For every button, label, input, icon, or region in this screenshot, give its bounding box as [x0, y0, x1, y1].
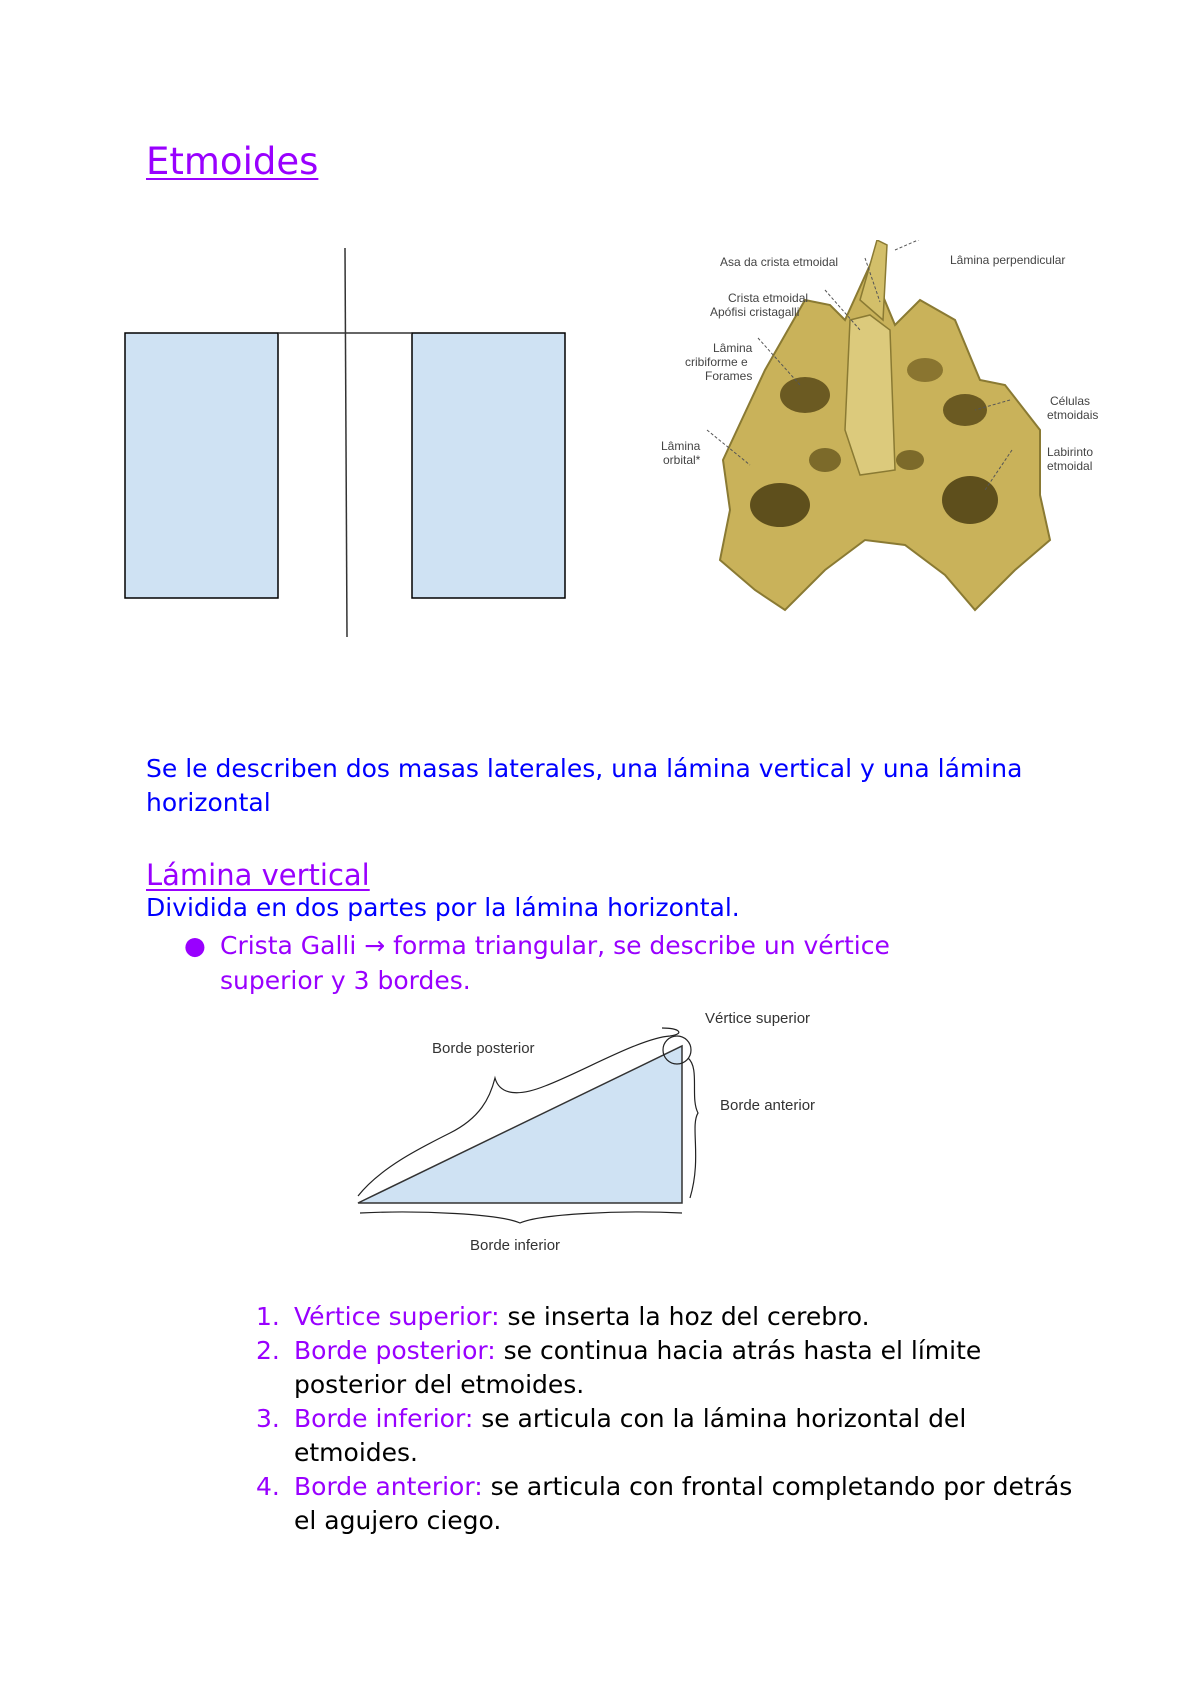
- list-text: se continua hacia atrás hasta el límite posterior del etmoides.: [294, 1336, 982, 1399]
- list-item: [256, 1402, 1076, 1470]
- right-lateral-mass: [412, 333, 565, 598]
- vertical-lamina-line: [345, 248, 347, 637]
- ethmoid-cell-3: [943, 394, 987, 426]
- label-cribiforme-3: Forames: [705, 369, 753, 383]
- label-labirinto-1: Labirinto: [1047, 445, 1094, 459]
- label-celulas-1: Células: [1050, 394, 1091, 408]
- arrow-icon: →: [364, 931, 386, 960]
- perpendicular-plate: [845, 315, 895, 475]
- intro-paragraph: Se le describen dos masas laterales, una lámina vertical y una lámina horizontal: [146, 754, 1023, 817]
- list-number: 2.: [256, 1336, 280, 1365]
- ethmoid-cell-6: [809, 448, 841, 472]
- list-item: [256, 1334, 1076, 1402]
- left-lateral-mass: [125, 333, 278, 598]
- label-celulas-2: etmoidais: [1047, 408, 1099, 422]
- label-asa-crista: Asa da crista etmoidal: [720, 255, 839, 269]
- label-borde-inferior: Borde inferior: [470, 1237, 561, 1254]
- list-text: se articula con la lámina horizontal del etmoides.: [294, 1404, 967, 1467]
- inferior-edge-brace: [360, 1212, 682, 1223]
- label-orbital-1: Lâmina: [661, 439, 701, 453]
- label-borde-anterior: Borde anterior: [720, 1097, 816, 1114]
- anterior-edge-brace: [688, 1058, 698, 1198]
- list-number: 4.: [256, 1472, 280, 1501]
- label-vertice-superior: Vértice superior: [705, 1010, 811, 1027]
- section-heading: Lámina vertical: [146, 858, 370, 892]
- label-orbital-2: orbital*: [663, 453, 701, 467]
- list-number: 3.: [256, 1404, 280, 1433]
- ethmoid-cell-5: [907, 358, 943, 382]
- label-cribiforme-1: Lâmina: [713, 341, 753, 355]
- ethmoid-bone-illustration: [655, 240, 1125, 630]
- list-term: Borde anterior:: [294, 1472, 483, 1501]
- ethmoid-cell-2: [750, 483, 810, 527]
- label-lamina-perpendicular: Lâmina perpendicular: [950, 253, 1066, 267]
- bullet-marker: ●: [184, 931, 206, 960]
- label-cribiforme-2: cribiforme e: [685, 355, 748, 369]
- list-term: Borde posterior:: [294, 1336, 496, 1365]
- crista-galli-triangle: [358, 1046, 682, 1203]
- bullet-text: forma triangular, se describe un vértice superior y 3 bordes.: [220, 931, 890, 995]
- label-borde-posterior: Borde posterior: [432, 1040, 535, 1057]
- etmoides-schematic-diagram: [120, 245, 570, 640]
- label-labirinto-2: etmoidal: [1047, 459, 1093, 473]
- ethmoid-cell-7: [896, 450, 924, 470]
- section-subtitle: Dividida en dos partes por la lámina horizontal.: [146, 893, 740, 922]
- list-item: [256, 1300, 1076, 1334]
- list-number: 1.: [256, 1302, 280, 1331]
- page-title: Etmoides: [146, 140, 319, 183]
- list-text: se articula con frontal completando por detrás el agujero ciego.: [294, 1472, 1073, 1535]
- ethmoid-cell-1: [780, 377, 830, 413]
- crista-galli-triangle-diagram: [340, 998, 860, 1273]
- list-item: [256, 1470, 1076, 1538]
- bullet-term: Crista Galli: [220, 931, 357, 960]
- borders-list: [256, 1300, 1076, 1538]
- list-term: Borde inferior:: [294, 1404, 474, 1433]
- list-text: se inserta la hoz del cerebro.: [507, 1302, 870, 1331]
- label-crista-etmoidal: Crista etmoidal: [728, 291, 809, 305]
- label-apofisi-cristagalli: Apófisi cristagalli: [710, 305, 800, 319]
- list-term: Vértice superior:: [294, 1302, 500, 1331]
